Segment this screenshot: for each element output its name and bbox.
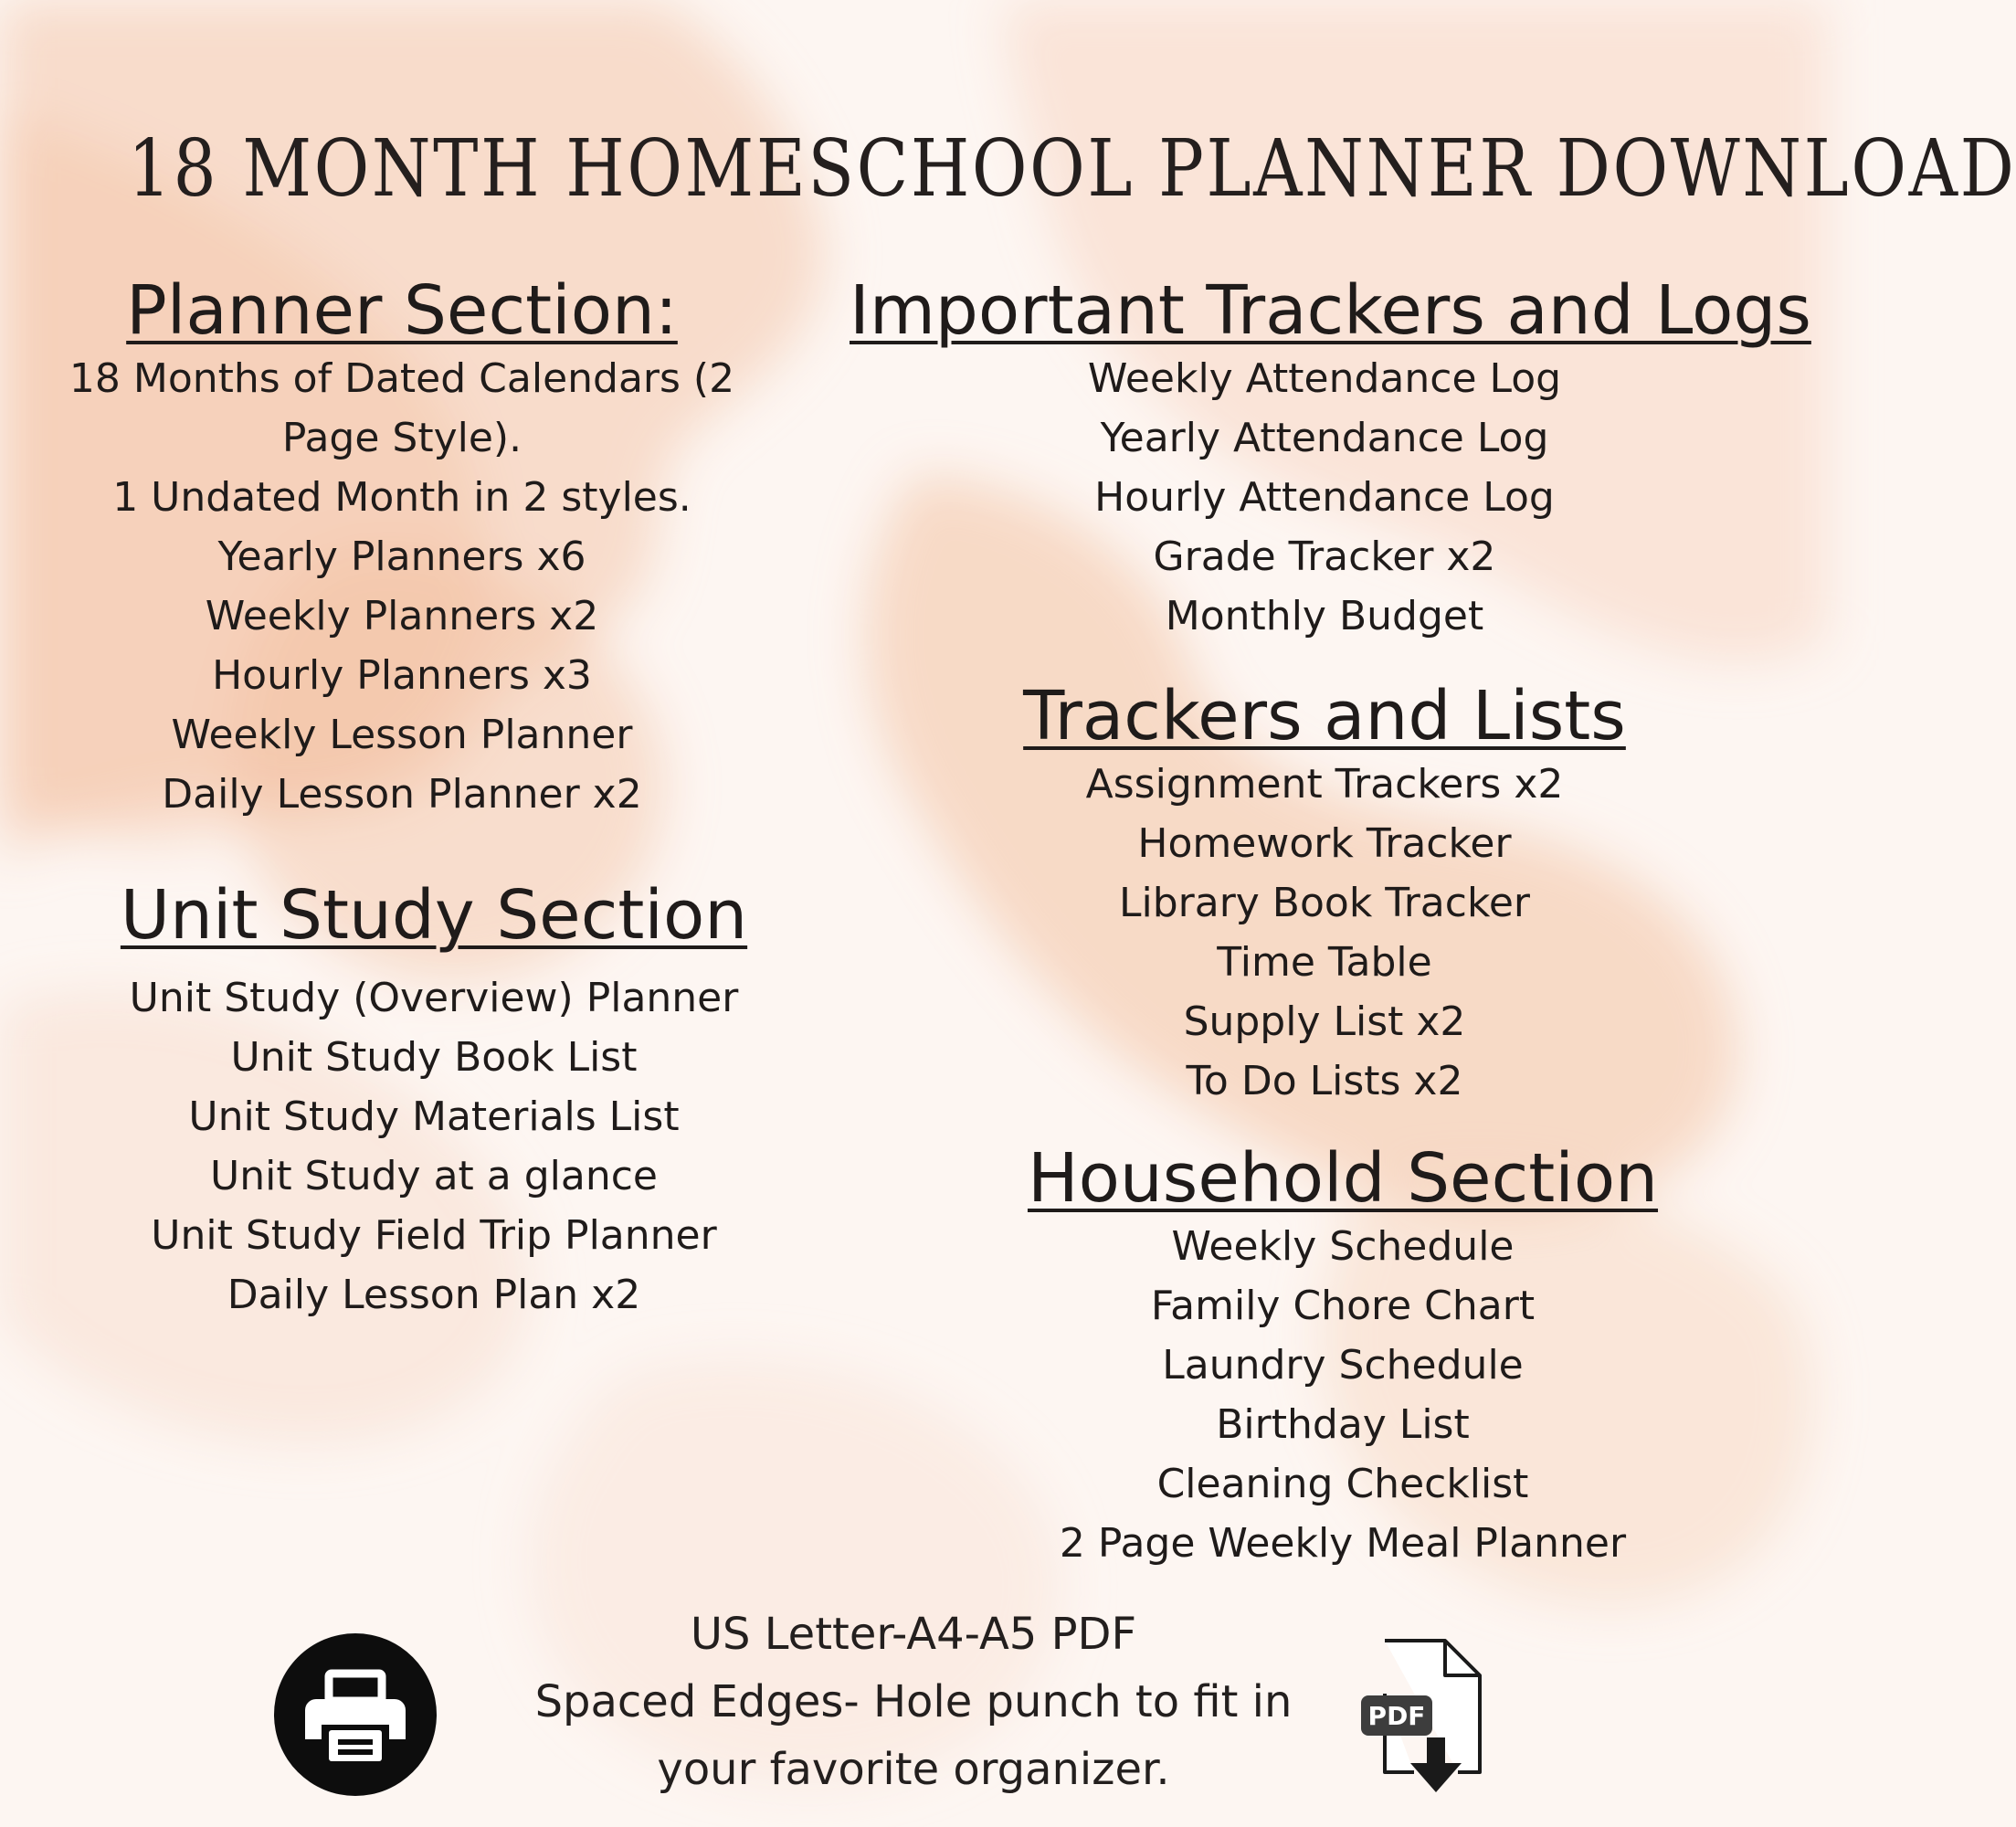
list-item: Yearly Planners x6 — [217, 533, 586, 580]
organizer-line: your favorite organizer. — [657, 1744, 1170, 1795]
list-item: Daily Lesson Plan x2 — [227, 1272, 641, 1318]
trackers-lists-section — [868, 678, 1781, 1111]
list-item: Daily Lesson Planner x2 — [162, 771, 642, 818]
list-item: Monthly Budget — [1165, 593, 1484, 639]
list-item: Laundry Schedule — [1162, 1342, 1524, 1389]
list-item: Grade Tracker x2 — [1153, 533, 1496, 580]
printer-icon — [274, 1633, 437, 1796]
list-item: Assignment Trackers x2 — [1085, 761, 1564, 808]
list-item: 2 Page Weekly Meal Planner — [1059, 1520, 1627, 1567]
page-title: 18 MONTH HOMESCHOOL PLANNER DOWNLOAD — [128, 123, 2016, 215]
list-item: Homework Tracker — [1137, 820, 1512, 867]
list-item: Time Table — [1217, 939, 1432, 986]
household-section-list — [923, 1217, 1763, 1573]
format-info — [475, 1600, 1352, 1803]
list-item: 1 Undated Month in 2 styles. — [112, 474, 691, 521]
household-section — [923, 1140, 1763, 1573]
list-item: Supply List x2 — [1183, 998, 1466, 1045]
important-trackers-heading: Important Trackers and Logs — [850, 271, 1811, 350]
list-item: Unit Study at a glance — [210, 1153, 658, 1199]
unit-study-section-list — [55, 968, 813, 1325]
pdf-label: PDF — [1367, 1701, 1426, 1731]
important-trackers-list — [850, 349, 1800, 646]
hole-punch-line: Spaced Edges- Hole punch to fit in — [534, 1676, 1293, 1727]
list-item: Unit Study Materials List — [188, 1093, 680, 1140]
list-item: To Do Lists x2 — [1186, 1058, 1463, 1104]
trackers-lists-heading: Trackers and Lists — [1023, 677, 1626, 755]
list-item: Birthday List — [1216, 1401, 1470, 1448]
list-item: Unit Study Field Trip Planner — [151, 1212, 717, 1259]
list-item: Yearly Attendance Log — [1100, 415, 1549, 461]
list-item: Library Book Tracker — [1118, 880, 1531, 926]
list-item: Hourly Planners x3 — [212, 652, 592, 699]
list-item: Weekly Schedule — [1171, 1223, 1515, 1270]
trackers-lists-list — [868, 755, 1781, 1111]
list-item: Cleaning Checklist — [1156, 1461, 1529, 1507]
list-item: Weekly Attendance Log — [1087, 355, 1562, 402]
list-item: Weekly Planners x2 — [205, 593, 599, 639]
list-item: Hourly Attendance Log — [1094, 474, 1555, 521]
list-item: Unit Study (Overview) Planner — [129, 975, 739, 1021]
important-trackers-section — [850, 271, 1811, 646]
pdf-download-icon — [1359, 1635, 1487, 1796]
unit-study-section-heading: Unit Study Section — [120, 876, 748, 955]
list-item: Weekly Lesson Planner — [171, 712, 633, 758]
format-line: US Letter-A4-A5 PDF — [690, 1609, 1137, 1660]
planner-section-list — [55, 349, 749, 824]
household-section-heading: Household Section — [1027, 1139, 1659, 1218]
planner-section — [37, 272, 767, 824]
list-item: 18 Months of Dated Calendars (2 Page Style). — [69, 355, 735, 461]
list-item: Unit Study Book List — [230, 1034, 638, 1081]
list-item: Family Chore Chart — [1150, 1283, 1536, 1329]
unit-study-section — [55, 877, 813, 1325]
planner-section-heading: Planner Section: — [126, 271, 678, 350]
